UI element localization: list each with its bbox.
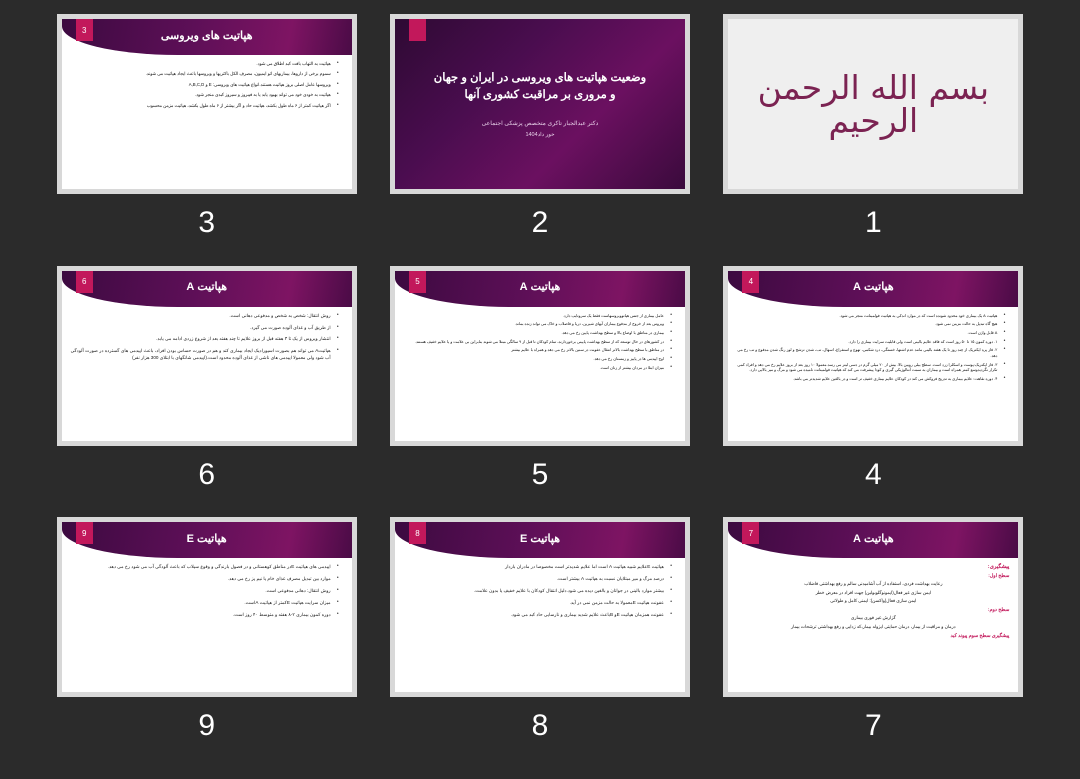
slide-banner-6: [62, 271, 352, 307]
slide-cell-8[interactable]: [373, 517, 706, 769]
list-item: • بیماری در مناطق با اوضاع بالا و سطح بهداشت پایین رخ می دهد.: [404, 330, 664, 336]
slide-cell-5[interactable]: [373, 266, 706, 518]
list-item: • ۱. دوره کمون ۱۵ تا ۵۰ روز است که فاقد علایم بالینی است ولی قابلیت سرایت بیماری را دارد.: [737, 339, 997, 345]
slide-banner-4: [728, 271, 1018, 307]
bullet-list: [404, 313, 676, 371]
list-item: • هیچ گاه تبدیل به حالت مزمن نمی شود.: [737, 321, 997, 327]
slide-canvas-9: [62, 522, 352, 692]
page-number-tab: [409, 19, 426, 41]
slide-caption: 9: [198, 709, 215, 743]
level2-item: درمان و مراقبت از بیمار، درمان حمایتی ایزوله بیمار،که زدایی و رفع بهداشتی ترشحات بیمار: [791, 623, 956, 629]
slide-caption: 8: [531, 709, 549, 743]
list-item: • از طریق آب و غذای آلوده صورت می گیرد.: [71, 325, 331, 332]
list-item: • ۳. فاز ایکتریک:پوست و اسکلرا زرد است. سطح بیلی روبین بالا. بیش از ۲۰ میلی گرم در دسی لیتر می رسد.معمولا ۱۰ روز بعد از بروز علایم رخ می دهد و افراد کمی تکرار نگردیدوسع کمتر همراه است و بیماران به سمت آنتالوژیکی گیری و کودا پیشرفت می کند که هپاتیت فولمینانت نامیده می شود و مرگ و میر بالایی دارد.: [737, 362, 997, 373]
page-number-tab: 3: [76, 19, 93, 41]
list-item: • انتشار ویروس از یک تا ۳ هفته قبل از بروز علایم تا چند هفته بعد از شروع زردی ادامه می یابد.: [71, 336, 331, 343]
level3-label: پیشگیری سطح سوم: [968, 634, 1010, 640]
slide-canvas-4: [728, 271, 1018, 441]
slide-canvas-2: [395, 19, 685, 189]
level3-text: پیوند کبد: [950, 634, 968, 640]
level1-heading: سطح اول:: [988, 574, 1010, 580]
slide-caption: 2: [531, 206, 549, 239]
page-number-tab: 4: [742, 271, 759, 293]
list-item: • ویروس بعد از خروج از مدفوع بیماران آبهای شیرین، دریا و فاضلاب و خاک می تواند زنده بماند.: [404, 321, 664, 327]
slide-thumbnail-5[interactable]: [390, 266, 690, 446]
slide-cell-3[interactable]: [40, 14, 373, 266]
list-item: • میزان سرایت هپاتیت Eکمتر از هپاتیت Aاست.: [71, 600, 331, 607]
list-item: • عامل بیماری از جنس هپاتوویروسهاست فقط یک سروتایپ دارد.: [404, 313, 664, 319]
slide-canvas-1: [728, 19, 1018, 189]
page-number-tab: 8: [409, 522, 426, 544]
slide-thumbnail-7[interactable]: [723, 517, 1023, 697]
level1-item: ایمن سازی غیر فعال(ایمونوگلوبولین) جهت افراد در معرض خطر: [815, 589, 932, 595]
list-item: • روش انتقال: دهانی مدفوعی است.: [71, 588, 331, 595]
slide-banner-9: [62, 522, 352, 558]
list-item: • هپاتیت Eعلایم شبیه هپاتیت A است اما علایم شدیدتر است مخصوصا در مادران باردار: [404, 564, 664, 571]
slide-canvas-6: [62, 271, 352, 441]
page-number-tab: 5: [409, 271, 426, 293]
list-item: • A قابل واژن است.: [737, 330, 997, 336]
presentation-author: دکتر عبدالجبار تاکری متخصص پزشکی اجتماعی: [481, 121, 599, 128]
slide-cell-7[interactable]: [707, 517, 1040, 769]
slide-thumbnail-4[interactable]: [723, 266, 1023, 446]
list-item: • اگر هپاتیت کمتر از ۶ ماه طول بکشد، هپاتیت حاد و اگر بیشتر از ۶ ماه طول بکشد، هپاتیت مزمن محسوب: [71, 103, 331, 109]
list-item: • هپاتیتA می تواند هم بصورت اسپورادیک ایجاد بیماری کند و هم در صورت حساس بودن افراد، باعث اپیدمی های گسترده در صورت آلودگی آب شود ولی معمولا اپیدمی های ناشی از غذای آلوده محدود است.(اپیدمی شانگهای با ابتلای 300 هزار نفر): [71, 348, 331, 362]
slide-banner-7: [728, 522, 1018, 558]
slide-cell-1[interactable]: [707, 14, 1040, 266]
slide-title: هپاتیت A: [853, 532, 894, 545]
slide-title: هپاتیت A: [519, 281, 561, 294]
presentation-title-line1: وضعیت هپاتیت های ویروسی در ایران و جهان: [433, 71, 647, 84]
list-item: • بیشتر موارد بالینی در جوانان و بالغین دیده می شود.دلیل انتقال کودکان با علایم خفیف یا بدون علامت.: [404, 588, 664, 595]
slide-title: هپاتیت E: [519, 532, 561, 545]
level2-item: گزارش غیر فوری بیماری: [850, 615, 896, 621]
slide-title: هپاتیت E: [186, 532, 227, 545]
page-number-tab: 9: [76, 522, 93, 544]
presentation-title-line2: و مروری بر مراقبت کشوری آنها: [464, 89, 616, 101]
slide-canvas-5: [395, 271, 685, 441]
slide-body-9: [62, 558, 352, 627]
slide-caption: 5: [531, 457, 549, 491]
list-item: • هپاتیت به التهاب بافت کبد اطلاق می شود.: [71, 61, 331, 67]
bullet-list: [737, 313, 1009, 382]
slide-body-5: [395, 307, 685, 378]
list-item: • ۲. فاز پره ایکتریک از چند روز تا یک هفته بالینی مانند عدم اشتها، خستگی، درد شکمی، تهوع و استفراغ، اسهال، تب، شدن ترشح و لوز رنگ شدن مدفوع و تب رخ می دهد.: [737, 347, 997, 358]
slide-canvas-3: [62, 19, 352, 189]
list-item: • در کشورهای در حال توسعه که از سطح بهداشت پایینی برخوردارند، تمام کودکان تا قبل از ۹ سالگی مبتلا می شوند بنابراین بی علامت و یا علایم خفیف هستند.: [404, 339, 664, 345]
slide-thumbnail-1[interactable]: [723, 14, 1023, 194]
list-item: • سموم برخی از داروها، بیماریهای اتو ایمیون، مصرف الکل باکتریها و ویروسها باعث ایجاد هپاتیت می شوند.: [71, 71, 331, 77]
slide-thumbnail-8[interactable]: [390, 517, 690, 697]
slide-cell-6[interactable]: [40, 266, 373, 518]
slide-caption: 1: [864, 206, 882, 239]
list-item: • هپاتیت به خودی خود می تواند بهبود یابد یا به فیبروز و سیروز کبدی منجر شود.: [71, 92, 331, 98]
list-item: • ویروسها عامل اصلی بروز هپاتیت هستند.انواع هپاتیت های ویروسی: E و A,B,C,D: [71, 82, 331, 88]
list-item: • عفونت هپاتیت Eمعمولا به حالت مزمن نمی در آید.: [404, 600, 664, 607]
slide-body-8: [395, 558, 685, 627]
slide-cell-9[interactable]: [40, 517, 373, 769]
slide-canvas-8: [395, 522, 685, 692]
slide-caption: 3: [198, 206, 215, 239]
list-item: • روش انتقال: شخص به شخص و مدفوعی دهانی است.: [71, 313, 331, 320]
slide-banner-8: [395, 522, 685, 558]
slide-caption: 7: [864, 709, 882, 743]
bullet-list: [71, 564, 343, 618]
slide-thumbnail-3[interactable]: [57, 14, 357, 194]
slide-caption: 6: [198, 457, 215, 491]
list-item: • ۴. دوره نقاهت: علایم بیماری به تدریج فروکش می کند در کودکان علایم بیماری خفیف تر است و در بالغین علایم شدیدتر می باشد.: [737, 376, 997, 382]
slide-body-6: [62, 307, 352, 371]
slide-banner-5: [395, 271, 685, 307]
section-heading: پیشگیری:: [987, 564, 1010, 571]
slide-title: هپاتیت A: [186, 281, 227, 294]
list-item: • میزان ابتلا در مردان بیشتر از زنان است.: [404, 365, 664, 371]
list-item: • در مناطق با سطح بهداشت بالاتر انتقال عفونت در سنین بالاتر رخ می دهد و همراه با علایم بیشتر: [404, 347, 664, 353]
bullet-list: [404, 564, 676, 618]
list-item: • هپاتیت A یک بیماری خود محدود شونده است که در موارد اندکی به هپاتیت فولمینانت منجر می شود.: [737, 313, 997, 319]
page-number-tab: 7: [742, 522, 759, 544]
slide-title: هپاتیت های ویروسی: [160, 29, 253, 42]
bullet-list: [71, 61, 343, 109]
list-item: • موارد بین تبدیل مصرف غذای خام یا نیم پز رخ می دهد.: [71, 576, 331, 583]
level2-heading: سطح دوم:: [987, 608, 1010, 614]
slide-cell-2[interactable]: [373, 14, 706, 266]
slide-body-3: [62, 55, 352, 117]
slide-body-7: [728, 558, 1018, 645]
slide-thumbnail-9[interactable]: [57, 517, 357, 697]
slide-title: هپاتیت A: [853, 281, 894, 294]
slide-thumbnail-6[interactable]: [57, 266, 357, 446]
list-item: • اپیدمی های هپاتیت Eدر مناطق کوهستانی و در فصول بارندگی و وقوع سیلاب که باعث آلودگی آب می شود رخ می دهد.: [71, 564, 331, 571]
bismillah-calligraphy: بسم الله الرحمن الرحیم: [757, 68, 990, 140]
presentation-date: خور داد1404: [525, 132, 555, 139]
slide-thumbnail-2[interactable]: [390, 14, 690, 194]
list-item: • اوج اپیدمی ها در پاییز و زمستان رخ می دهد.: [404, 356, 664, 362]
list-item: • عفونت همزمان هپاتیت Eو Bباعث علایم شدید بیماری و نارسایی حاد کبد می شود.: [404, 612, 664, 619]
level3-heading: [737, 634, 1009, 639]
list-item: • درصد مرگ و میر مبتلایان نسبت به هپاتیت A بیشتر است.: [404, 576, 664, 583]
slide-body-4: [728, 307, 1018, 389]
level1-item: ایمن سازی فعال(واکسن): ایمنی کامل و طولانی: [830, 598, 917, 604]
page-number-tab: 6: [76, 271, 93, 293]
slide-banner-3: [62, 19, 352, 55]
slide-caption: 4: [864, 457, 882, 491]
list-item: • دوره کمون بیماری ۲-۸ هفته و متوسط ۴۰ روز است.: [71, 612, 331, 619]
bullet-list: [71, 313, 343, 362]
level1-item: رعایت بهداشت فردی، استفاده از آب آشامیدنی سالم و رفع بهداشتی فاضلاب: [804, 581, 943, 587]
slide-cell-4[interactable]: [707, 266, 1040, 518]
slide-canvas-7: [728, 522, 1018, 692]
